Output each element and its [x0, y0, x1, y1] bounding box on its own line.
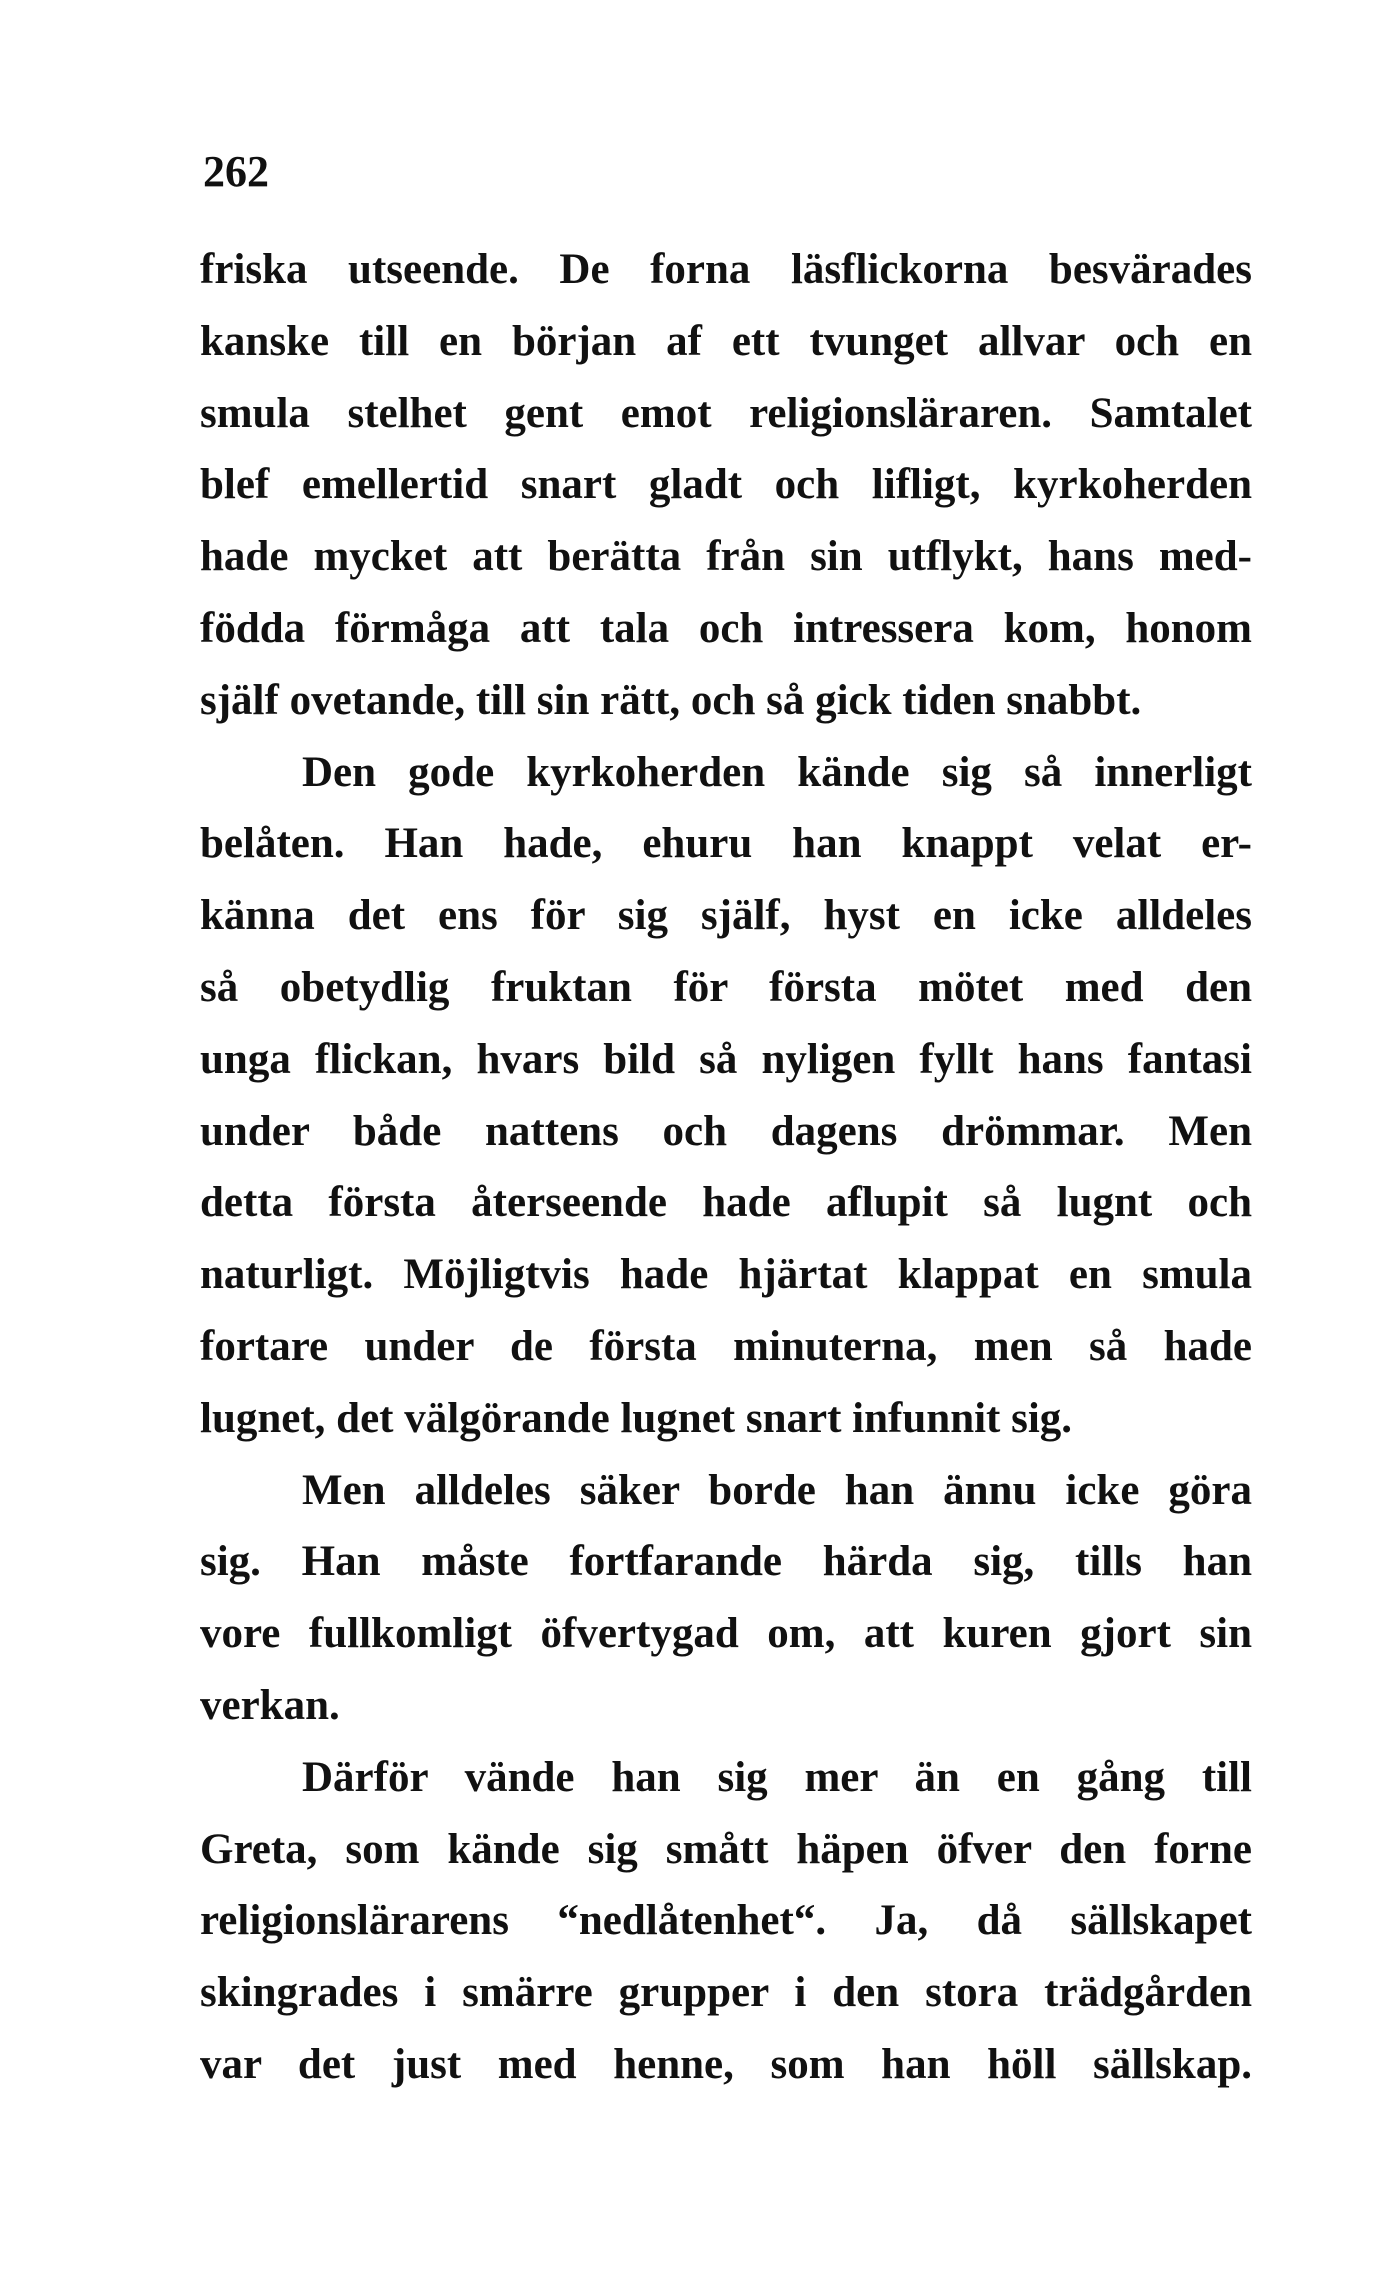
text-line-19: sig. Han måste fortfarande härda sig, tills han — [200, 1538, 1252, 1586]
text-line-12: unga flickan, hvars bild så nyligen fyllt hans fantasi — [200, 1035, 1252, 1083]
text-line-17: lugnet, det välgörande lugnet snart infunnit sig. — [200, 1394, 1073, 1442]
text-line-6: födda förmåga att tala och intressera kom, honom — [200, 604, 1252, 652]
text-line-8: Den gode kyrkoherden kände sig så innerligt — [302, 748, 1252, 796]
text-line-18: Men alldeles säker borde han ännu icke göra — [302, 1466, 1252, 1514]
text-line-22: Därför vände han sig mer än en gång till — [302, 1753, 1252, 1801]
text-line-25: skingrades i smärre grupper i den stora trädgården — [200, 1969, 1252, 2017]
text-line-21: verkan. — [200, 1681, 340, 1729]
text-line-13: under både nattens och dagens drömmar. Men — [200, 1107, 1252, 1155]
text-line-26: var det just med henne, som han höll sällskap. — [200, 2040, 1252, 2088]
text-line-14: detta första återseende hade aflupit så lugnt och — [200, 1179, 1252, 1227]
text-line-24: religionslärarens “nedlåtenhet“. Ja, då sällskapet — [200, 1897, 1252, 1945]
text-line-3: smula stelhet gent emot religionsläraren. Samtalet — [200, 389, 1252, 437]
text-line-20: vore fullkomligt öfvertygad om, att kuren gjort sin — [200, 1610, 1252, 1658]
text-line-23: Greta, som kände sig smått häpen öfver den forne — [200, 1825, 1252, 1873]
text-line-1: friska utseende. De forna läsflickorna besvärades — [200, 246, 1252, 293]
text-line-4: blef emellertid snart gladt och lifligt, kyrkoherden — [200, 461, 1252, 509]
text-line-11: så obetydlig fruktan för första mötet med den — [200, 963, 1252, 1011]
text-line-2: kanske till en början af ett tvunget allvar och en — [200, 317, 1252, 365]
page-number: 262 — [203, 147, 269, 196]
text-line-5: hade mycket att berätta från sin utflykt, hans med- — [200, 533, 1252, 581]
body-text — [200, 234, 1252, 2101]
text-line-7: själf ovetande, till sin rätt, och så gick tiden snabbt. — [200, 676, 1142, 724]
text-line-16: fortare under de första minuterna, men så hade — [200, 1322, 1252, 1370]
text-line-9: belåten. Han hade, ehuru han knappt velat er- — [200, 820, 1252, 868]
text-line-15: naturligt. Möjligtvis hade hjärtat klappat en smula — [200, 1251, 1252, 1299]
text-line-10: känna det ens för sig själf, hyst en icke alldeles — [200, 892, 1252, 940]
